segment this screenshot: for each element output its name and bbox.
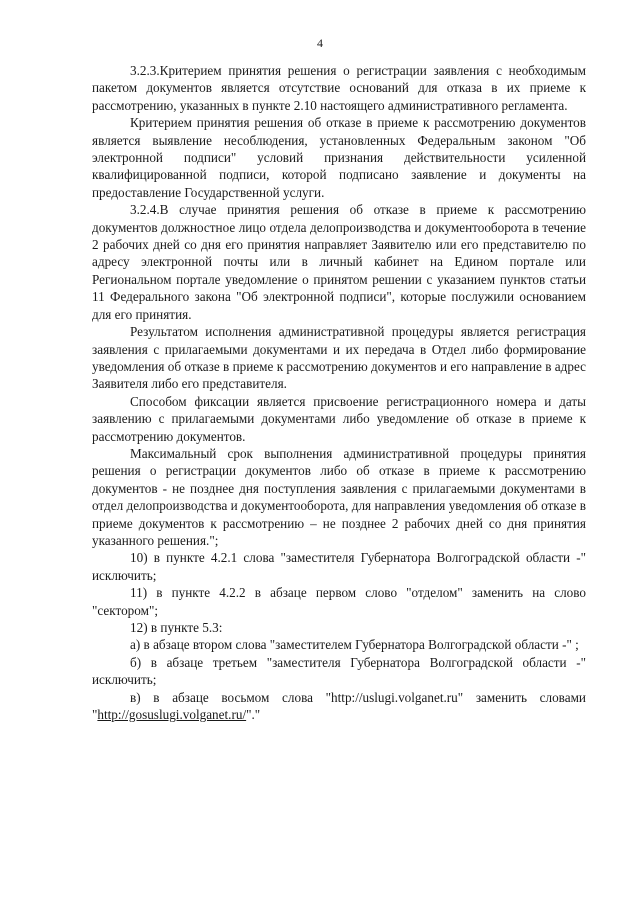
document-body bbox=[92, 62, 586, 723]
paragraph-max-term: Максимальный срок выполнения административной процедуры принятия решения о регистрации документов либо об отказе в приеме к рассмотрению документов - не позднее дня поступления заявления с прилагаемыми документами в отдел делопроизводства и документооборота, для направления уведомления об отказе в приеме документов к рассмотрению – не позднее 2 рабочих дней со дня принятия указанного решения."; bbox=[92, 445, 586, 548]
paragraph-item-11: 11) в пункте 4.2.2 в абзаце первом слово "отделом" заменить на слово "сектором"; bbox=[92, 585, 586, 618]
paragraph-3-2-3: 3.2.3.Критерием принятия решения о регистрации заявления с необходимым пакетом документов является отсутствие оснований для отказа в их приеме к рассмотрению, указанных в пункте 2.10 настоящего административного регламента. bbox=[92, 63, 586, 113]
paragraph-item-12-v-text: в) в абзаце восьмом слова "http://uslugi.volganet.ru" заменить словами " bbox=[92, 689, 586, 723]
paragraph-item-10: 10) в пункте 4.2.1 слова "заместителя Губернатора Волгоградской области -" исключить; bbox=[92, 550, 586, 583]
paragraph-item-12-v bbox=[92, 689, 586, 724]
paragraph-3-2-4: 3.2.4.В случае принятия решения об отказе в приеме к рассмотрению документов должностное лицо отдела делопроизводства и документооборота в течение 2 рабочих дней со дня его принятия направляет Заявителю или его представителю по адресу электронной почты или в личный кабинет на Едином портале или Региональном портале уведомление о принятом решении с указанием пунктов статьи 11 Федерального закона "Об электронной подписи", которые послужили основанием для его принятия. bbox=[92, 202, 586, 322]
paragraph-item-12: 12) в пункте 5.3: bbox=[130, 620, 223, 635]
paragraph-fixation-method: Способом фиксации является присвоение регистрационного номера и даты заявлению с прилагаемыми документами либо уведомление об отказе в приеме к рассмотрению документов. bbox=[92, 393, 586, 444]
paragraph-item-12-v-end: "." bbox=[246, 707, 261, 723]
gosuslugi-link[interactable]: http://gosuslugi.volganet.ru/ bbox=[97, 707, 247, 723]
paragraph-item-12-b: б) в абзаце третьем "заместителя Губернатора Волгоградской области -" исключить; bbox=[92, 654, 586, 688]
page-number: 4 bbox=[317, 36, 323, 50]
paragraph-procedure-result: Результатом исполнения административной процедуры является регистрация заявления с прилагаемыми документами и их передача в Отдел либо формирование уведомления об отказе в приеме к рассмотрению документов и его направление в адрес Заявителя либо его представителя. bbox=[92, 324, 586, 392]
paragraph-refusal-criterion: Критерием принятия решения об отказе в приеме к рассмотрению документов является выявление несоблюдения, установленных Федеральным законом "Об электронной подписи" условий признания действительности усиленной квалифицированной подписи, которой подписано заявление и документы на предоставление Государственной услуги. bbox=[92, 115, 586, 200]
paragraph-item-12-a: а) в абзаце втором слова "заместителем Губернатора Волгоградской области -" ; bbox=[130, 637, 579, 653]
